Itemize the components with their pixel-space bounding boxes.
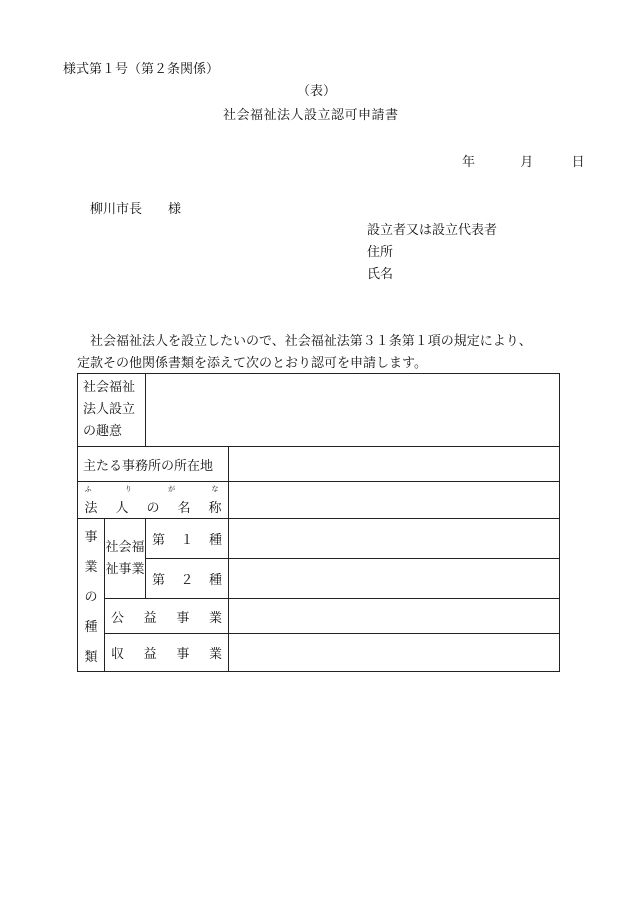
date-day: 日 [571, 155, 585, 170]
table-row [78, 559, 560, 599]
application-table [77, 373, 560, 672]
type2-field[interactable] [229, 559, 560, 599]
body-line-2: 定款その他関係書類を添えて次のとおり認可を申請します。 [77, 356, 427, 371]
purpose-field[interactable] [146, 374, 560, 447]
addressee [90, 198, 181, 217]
addressee-honorific: 様 [168, 202, 182, 217]
body-line-1: 社会福祉法人を設立したいので、社会福祉法第３１条第１項の規定により、 [90, 334, 532, 349]
table-row [78, 482, 560, 519]
business-type-label: 事 業 の 種 類 [78, 519, 105, 672]
founder-address-label: 住所 [367, 245, 394, 260]
profit-business-label: 収 益 事 業 [105, 634, 229, 672]
addressee-name: 柳川市長 [90, 202, 143, 217]
profit-business-field[interactable] [229, 634, 560, 672]
body-text [77, 331, 562, 375]
table-row [78, 634, 560, 672]
purpose-label: 社会福祉 法人設立 の趣意 [78, 374, 146, 447]
founder-block [367, 220, 497, 286]
table-row [78, 599, 560, 634]
type1-field[interactable] [229, 519, 560, 559]
corp-name-field[interactable] [229, 482, 560, 519]
date-year: 年 [462, 155, 476, 170]
furigana-ruby: ふ り が な [84, 485, 219, 493]
type1-label: 第 １ 種 [146, 519, 229, 559]
side-label: （表） [297, 84, 337, 99]
welfare-business-label: 社会福 祉事業 [105, 519, 146, 599]
founder-role: 設立者又は設立代表者 [367, 223, 498, 238]
table-row [78, 374, 560, 447]
date-month: 月 [520, 155, 534, 170]
office-label: 主たる事務所の所在地 [78, 447, 229, 482]
document-title: 社会福祉法人設立認可申請書 [223, 108, 399, 123]
public-interest-label: 公 益 事 業 [105, 599, 229, 634]
form-number: 様式第１号（第２条関係） [63, 62, 220, 77]
corp-name-label: ふ り が な 法 人 の 名 称 [78, 482, 229, 519]
table-row [78, 447, 560, 482]
table-row [78, 519, 560, 559]
type2-label: 第 ２ 種 [146, 559, 229, 599]
public-interest-field[interactable] [229, 599, 560, 634]
office-field[interactable] [229, 447, 560, 482]
date-line [462, 151, 585, 170]
founder-name-label: 氏名 [367, 267, 394, 282]
